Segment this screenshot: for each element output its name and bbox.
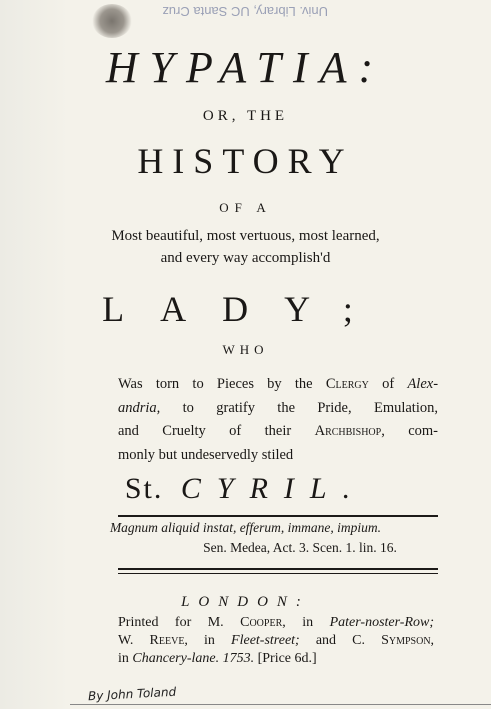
lady-heading: LADY; <box>102 289 389 329</box>
double-rule-thick <box>118 568 438 570</box>
library-stamp <box>58 4 438 40</box>
description-line-2: and every way accomplish'd <box>160 250 331 266</box>
saint-name <box>0 472 491 506</box>
paragraph-smallcaps: Archbishop, <box>314 423 385 439</box>
paragraph-line-2 <box>118 400 438 417</box>
handwritten-note: By John Toland <box>87 684 177 704</box>
imprint-smallcaps: Cooper, <box>240 615 286 630</box>
who: WHO <box>222 342 269 357</box>
history-heading: HISTORY <box>137 141 354 181</box>
imprint-line-1 <box>118 615 434 631</box>
double-rule-thin <box>118 573 438 574</box>
imprint-text: in <box>204 633 215 648</box>
imprint-smallcaps: Sympson, <box>381 633 435 648</box>
paragraph-smallcaps: Clergy <box>325 376 369 392</box>
paragraph-text: to gratify the Pride, Emulation, <box>182 400 438 416</box>
paragraph-line-3 <box>118 423 438 440</box>
imprint-italic: Fleet-street; <box>231 633 300 648</box>
of-a: OF A <box>219 200 272 215</box>
saint-prefix: St. <box>124 472 164 505</box>
imprint-price: [Price 6d.] <box>257 651 317 666</box>
paragraph-text: Was torn to Pieces by the <box>118 376 313 392</box>
paragraph-italic: Alex- <box>407 376 439 392</box>
cyril-name: CYRIL. <box>180 472 367 505</box>
imprint-line-3 <box>118 651 434 667</box>
page-edge <box>70 704 491 705</box>
paragraph-text: com- <box>408 423 438 439</box>
imprint-text: Printed for M. <box>118 615 224 630</box>
imprint-text: W. <box>118 633 134 648</box>
paragraph-text: of <box>382 376 395 392</box>
imprint-italic: Pater-noster-Row; <box>329 615 434 630</box>
epigraph-source: Sen. Medea, Act. 3. Scen. 1. lin. 16. <box>203 540 397 555</box>
or-the: OR, THE <box>202 108 289 124</box>
library-stamp-text: Univ. Library, UC Santa Cruz <box>162 4 328 19</box>
paragraph-line-4: monly but undeservedly stiled <box>118 447 294 463</box>
book-title: HYPATIA: <box>105 43 386 92</box>
paragraph-italic: andria, <box>118 400 161 416</box>
imprint-text: in <box>302 615 314 630</box>
imprint-italic: Chancery-lane. <box>132 651 220 666</box>
imprint-text: in <box>118 651 129 666</box>
imprint-line-2 <box>118 633 434 649</box>
imprint-city: LONDON: <box>181 594 310 610</box>
top-rule <box>118 515 438 517</box>
imprint-smallcaps: Reeve, <box>149 633 188 648</box>
paragraph-line-1 <box>118 376 438 393</box>
imprint-year: 1753. <box>222 651 255 666</box>
description-line-1: Most beautiful, most vertuous, most learned, <box>111 228 380 244</box>
imprint-text: and C. <box>315 633 365 648</box>
epigraph-motto: Magnum aliquid instat, efferum, immane, impium. <box>109 520 382 535</box>
paragraph-text: and Cruelty of their <box>118 423 292 439</box>
